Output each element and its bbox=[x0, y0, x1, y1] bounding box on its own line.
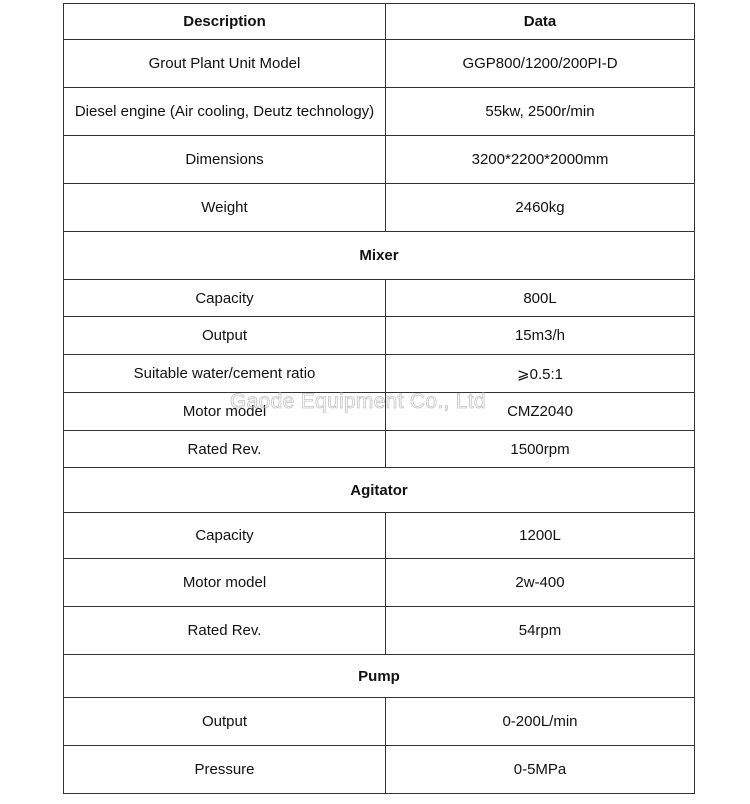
table-row bbox=[64, 184, 695, 232]
table-row bbox=[64, 746, 695, 794]
row-label: Output bbox=[64, 698, 386, 746]
header-data: Data bbox=[386, 4, 695, 40]
row-label: Capacity bbox=[64, 513, 386, 559]
row-label: Dimensions bbox=[64, 136, 386, 184]
row-value: 0-200L/min bbox=[386, 698, 695, 746]
row-label: Motor model bbox=[64, 393, 386, 431]
table-header-row bbox=[64, 4, 695, 40]
section-row-pump bbox=[64, 655, 695, 698]
row-label: Grout Plant Unit Model bbox=[64, 40, 386, 88]
row-value: 800L bbox=[386, 280, 695, 317]
watermark-text: Gaode Equipment Co., Ltd bbox=[230, 390, 486, 413]
table-row bbox=[64, 355, 695, 393]
table-row bbox=[64, 136, 695, 184]
row-label: Rated Rev. bbox=[64, 607, 386, 655]
row-label: Output bbox=[64, 317, 386, 355]
table-row bbox=[64, 513, 695, 559]
table-row bbox=[64, 280, 695, 317]
row-value: 15m3/h bbox=[386, 317, 695, 355]
row-value: CMZ2040 bbox=[386, 393, 695, 431]
section-row-agitator bbox=[64, 468, 695, 513]
row-value: 2w-400 bbox=[386, 559, 695, 607]
table-row bbox=[64, 88, 695, 136]
section-title-pump: Pump bbox=[64, 655, 695, 698]
table-row bbox=[64, 393, 695, 431]
section-title-agitator: Agitator bbox=[64, 468, 695, 513]
row-value: 1500rpm bbox=[386, 431, 695, 468]
row-label: Pressure bbox=[64, 746, 386, 794]
table-row bbox=[64, 607, 695, 655]
table-row bbox=[64, 40, 695, 88]
row-value: ⩾0.5:1 bbox=[386, 355, 695, 393]
row-label: Capacity bbox=[64, 280, 386, 317]
row-label: Diesel engine (Air cooling, Deutz technology) bbox=[64, 88, 386, 136]
row-value: 3200*2200*2000mm bbox=[386, 136, 695, 184]
row-value: 55kw, 2500r/min bbox=[386, 88, 695, 136]
header-description: Description bbox=[64, 4, 386, 40]
table-row bbox=[64, 559, 695, 607]
table-row bbox=[64, 317, 695, 355]
row-value: 54rpm bbox=[386, 607, 695, 655]
table-row bbox=[64, 698, 695, 746]
table-row bbox=[64, 431, 695, 468]
row-label: Suitable water/cement ratio bbox=[64, 355, 386, 393]
row-value: 2460kg bbox=[386, 184, 695, 232]
row-label: Rated Rev. bbox=[64, 431, 386, 468]
row-label: Weight bbox=[64, 184, 386, 232]
row-value: 0-5MPa bbox=[386, 746, 695, 794]
spec-table bbox=[63, 3, 695, 794]
section-row-mixer bbox=[64, 232, 695, 280]
row-label: Motor model bbox=[64, 559, 386, 607]
section-title-mixer: Mixer bbox=[64, 232, 695, 280]
row-value: 1200L bbox=[386, 513, 695, 559]
row-value: GGP800/1200/200PI-D bbox=[386, 40, 695, 88]
